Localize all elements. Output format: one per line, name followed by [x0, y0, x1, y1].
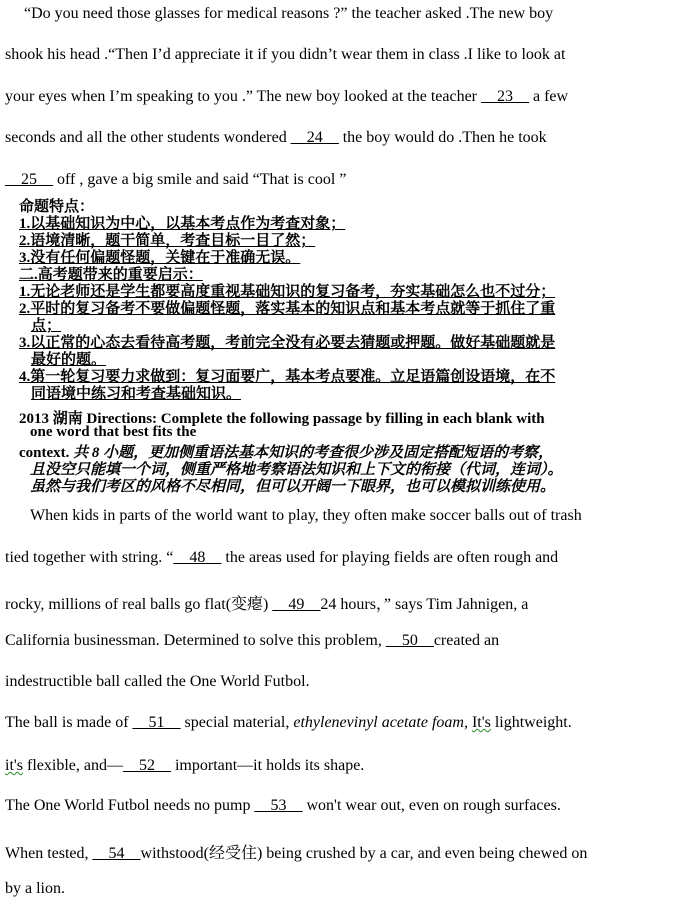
p2-text: tied together with string. “: [5, 549, 174, 566]
p1-line-2: [5, 46, 565, 64]
p1-line-1: [24, 5, 553, 23]
p1-text: the boy would do .Then he took: [338, 129, 547, 146]
p2-text: California businessman. Determined to solve this problem,: [5, 632, 386, 649]
note-7: 4.第一轮复习要力求做到：复习面要广，基本考点要准。立足语篇创设语境，在不: [19, 369, 556, 385]
p1-line-3: [5, 88, 568, 106]
p2-line-2: [5, 549, 558, 567]
note-4: 1.无论老师还是学生都要高度重视基础知识的复习备考，夯实基础怎么也不过分；: [19, 284, 556, 300]
blank-50[interactable]: __50__: [385, 632, 434, 649]
note-5: 2.平时的复习备考不要做偏题怪题，落实基本的知识点和基本考点就等于抓住了重: [19, 301, 556, 317]
notes-heading-1: 命题特点：: [19, 199, 95, 215]
blank-24[interactable]: __24__: [290, 129, 339, 146]
p2-line-3: [5, 591, 528, 614]
blank-25[interactable]: __25__: [5, 171, 53, 188]
blank-51[interactable]: __51__: [132, 714, 181, 731]
blank-52[interactable]: __52__: [122, 757, 171, 774]
p2-line-6: [5, 714, 572, 732]
note-6-cont: 最好的题。: [31, 352, 107, 368]
p2-line-8: [5, 797, 561, 815]
directions-line-4: 且没空只能填一个词，侧重严格地考察语法知识和上下文的衔接（代词，连词）。: [30, 462, 563, 478]
p2-italic-term: ethylenevinyl acetate foam,: [293, 714, 468, 731]
blank-49[interactable]: __49__: [272, 596, 321, 613]
blank-23[interactable]: __23__: [481, 88, 529, 105]
note-6: 3.以正常的心态去看待高考题，考前完全没有必要去猜题或押题。做好基础题就是: [19, 335, 556, 351]
p2-text: withstood(经受住) being crushed by a car, and even being chewed on: [140, 845, 588, 862]
p2-text: important—it holds its shape.: [170, 757, 365, 774]
directions-line-1: 2013 湖南 Directions: Complete the following passage by filling in each blank with: [19, 411, 545, 427]
p2-line-1: When kids in parts of the world want to play, they often make soccer balls out of trash: [30, 507, 582, 524]
note-7-cont: 同语境中练习和考查基础知识。: [31, 386, 242, 402]
p1-text: off , gave a big smile and said “That is cool ”: [53, 171, 347, 188]
p2-text: The ball is made of: [5, 714, 133, 731]
p2-line-4: [5, 632, 499, 650]
notes-block: [19, 199, 689, 403]
p2-text: flexible, and—: [23, 757, 123, 774]
p1-text: “Do you need those glasses for medical reasons ?” the teacher asked .The new boy: [24, 5, 554, 22]
p1-text: a few: [529, 88, 569, 105]
p2-line-5: indestructible ball called the One World Futbol.: [5, 673, 310, 690]
p2-line-7: [5, 757, 364, 775]
directions-line-2: one word that best fits the: [30, 424, 197, 440]
blank-53[interactable]: __53__: [254, 797, 303, 814]
directions-context: context.: [19, 445, 70, 461]
p1-text: shook his head .“Then I’d appreciate it if you didn’t wear them in class .I like to look at: [5, 46, 566, 63]
p1-text: seconds and all the other students wondered: [5, 129, 291, 146]
note-1: 1.以基础知识为中心，以基本考点作为考查对象；: [19, 216, 346, 232]
blank-54[interactable]: __54__: [92, 845, 141, 862]
p2-text: lightweight.: [490, 714, 572, 731]
blank-48[interactable]: __48__: [173, 549, 222, 566]
directions-line-5: 虽然与我们考区的风格不尽相同，但可以开阔一下眼界，也可以模拟训练使用。: [30, 479, 556, 495]
note-3: 3.没有任何偏题怪题，关键在于准确无误。: [19, 250, 301, 266]
note-5-cont: 点；: [31, 318, 62, 334]
p1-text: your eyes when I’m speaking to you .” The new boy looked at the teacher: [5, 88, 481, 105]
p1-line-4: [5, 129, 547, 147]
notes-heading-2: 二.高考题带来的重要启示：: [19, 267, 203, 283]
p2-text: special material,: [180, 714, 294, 731]
p2-text: rocky, millions of real balls go flat(变瘪): [5, 596, 273, 613]
p1-line-5: [5, 171, 346, 189]
p2-line-10: by a lion.: [5, 880, 65, 897]
p2-text: 24 hours，” says Tim Jahnigen, a: [320, 596, 529, 613]
p2-grammar-mark: It's: [471, 714, 491, 731]
p2-text: won't wear out, even on rough surfaces.: [302, 797, 561, 814]
p2-text: When tested,: [5, 845, 93, 862]
p2-line-9: [5, 840, 587, 863]
p2-text: The One World Futbol needs no pump: [5, 797, 255, 814]
note-2: 2.语境清晰，题干简单，考查目标一目了然；: [19, 233, 316, 249]
directions-note: 共 8 小题，更加侧重语法基本知识的考查很少涉及固定搭配短语的考察，: [69, 445, 554, 461]
p2-text: created an: [433, 632, 500, 649]
p2-grammar-mark: it's: [5, 757, 23, 774]
p2-text: the areas used for playing fields are often rough and: [221, 549, 559, 566]
